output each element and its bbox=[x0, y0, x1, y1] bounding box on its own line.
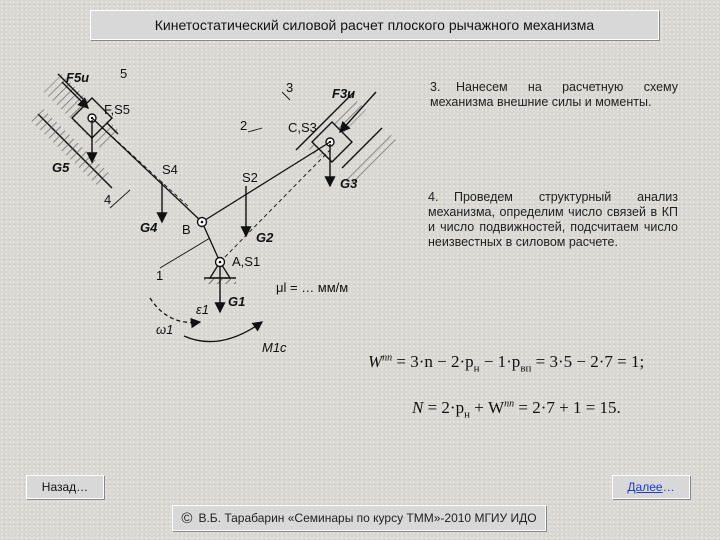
formula-mobility-mid: − 1·p bbox=[479, 352, 521, 371]
label-g1: G1 bbox=[228, 294, 246, 309]
footer-text: В.Б. Тарабарин «Семинары по курсу ТММ»-2010 МГИУ ИДО bbox=[198, 511, 537, 525]
page-title-text: Кинетостатический силовой расчет плоского рычажного механизма bbox=[154, 17, 595, 33]
formula-unknowns-lhs: N bbox=[412, 398, 424, 417]
label-omega1: ω1 bbox=[156, 322, 174, 337]
label-eps1: ε1 bbox=[196, 302, 209, 317]
formula-unknowns-expr: = 2·p bbox=[423, 398, 465, 417]
copyright-icon: © bbox=[181, 509, 193, 527]
formula-mobility bbox=[368, 352, 644, 374]
label-cs3: C,S3 bbox=[288, 120, 317, 135]
label-g5: G5 bbox=[52, 160, 70, 175]
label-m1c: M1c bbox=[262, 340, 287, 355]
guide-5 bbox=[30, 74, 118, 188]
note-step-4-text: Проведем структурный анализ механизма, определим число связей в КП и число подвижностей, подсчитаем число неизвестных в силовом расчете. bbox=[428, 190, 678, 249]
label-f3u: F3и bbox=[332, 86, 356, 101]
label-s4: S4 bbox=[162, 162, 178, 177]
label-f5u: F5и bbox=[66, 70, 90, 85]
back-button[interactable] bbox=[26, 475, 104, 499]
joint-a bbox=[216, 258, 225, 267]
joint-b bbox=[198, 218, 207, 227]
label-link2: 2 bbox=[240, 118, 248, 133]
formula-unknowns-sup: пп bbox=[504, 398, 515, 410]
label-mu: μl = … мм/м bbox=[276, 280, 349, 295]
formula-unknowns bbox=[412, 398, 621, 420]
formula-mobility-expr: = 3·n − 2·p bbox=[392, 352, 474, 371]
label-link5: 5 bbox=[120, 66, 128, 81]
label-g2: G2 bbox=[256, 230, 274, 245]
formula-mobility-rhs: = 3·5 − 2·7 = 1; bbox=[531, 352, 645, 371]
label-fs5: F,S5 bbox=[104, 102, 131, 117]
next-link[interactable]: Далее bbox=[627, 480, 663, 494]
back-button-label: Назад… bbox=[41, 480, 89, 494]
label-link4: 4 bbox=[104, 192, 112, 207]
label-s2: S2 bbox=[242, 170, 258, 185]
formula-unknowns-sub-n: н bbox=[464, 408, 470, 421]
note-step-4-number: 4. bbox=[428, 190, 439, 204]
label-link3: 3 bbox=[286, 80, 294, 95]
note-step-3-text: Нанесем на расчетную схему механизма внешние силы и моменты. bbox=[430, 80, 678, 109]
formula-unknowns-rhs: = 2·7 + 1 = 15. bbox=[514, 398, 621, 417]
formula-mobility-lhs: W bbox=[368, 352, 383, 371]
note-step-4 bbox=[428, 190, 678, 250]
formula-mobility-sub-vp: вп bbox=[520, 362, 532, 375]
formula-unknowns-mid: + W bbox=[469, 398, 505, 417]
links bbox=[92, 92, 330, 268]
label-link1: 1 bbox=[156, 268, 164, 283]
label-g4: G4 bbox=[140, 220, 158, 235]
note-step-3-number: 3. bbox=[430, 80, 441, 94]
next-suffix: … bbox=[662, 480, 675, 494]
formula-mobility-sup: пп bbox=[382, 352, 393, 364]
label-b: B bbox=[182, 222, 191, 237]
note-step-3 bbox=[430, 80, 678, 110]
label-g3: G3 bbox=[340, 176, 358, 191]
formula-mobility-sub-n: н bbox=[473, 362, 480, 375]
footer-credit bbox=[172, 505, 546, 531]
next-button[interactable] bbox=[612, 475, 690, 499]
label-as1: A,S1 bbox=[232, 254, 261, 269]
